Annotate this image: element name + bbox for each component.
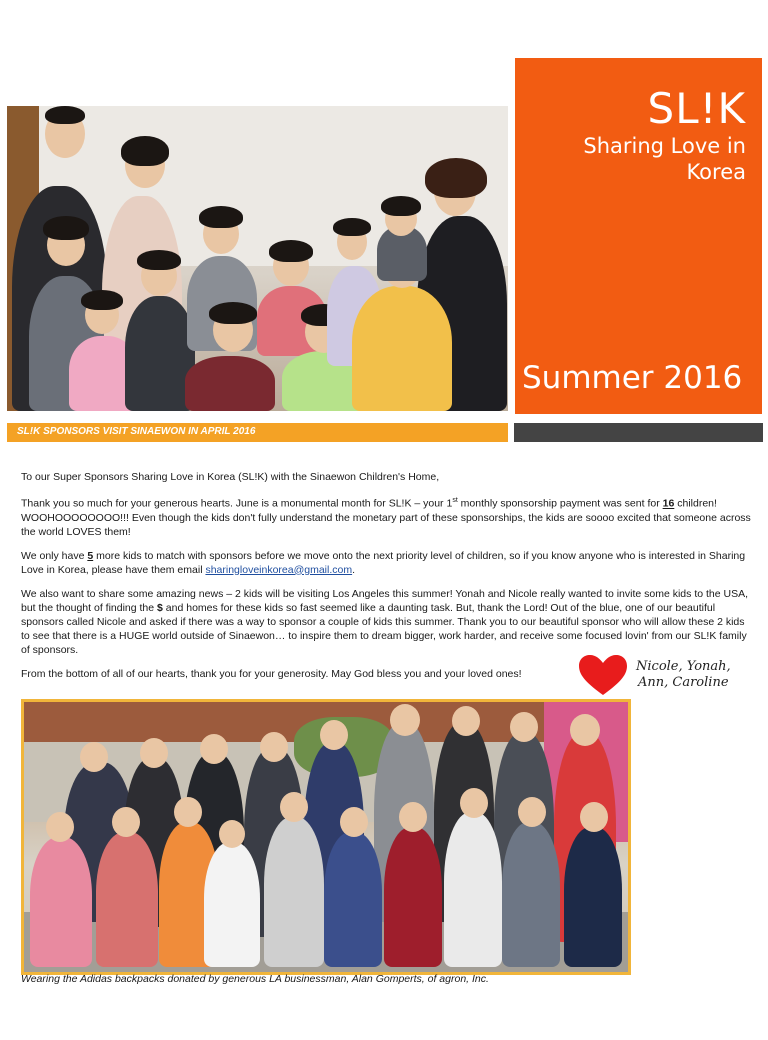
letter-paragraph-3: We also want to share some amazing news – 2 kids will be visiting Los Angeles this summer! Yonah and Nicole really wanted to invite some kids to the USA, but the thought of finding the $ and homes for these kids so fast seemed like a daunting task. But, thank the Lord! Out of the blue, one of our beautiful sponsors called Nicole and asked if there was a way to sponsor a couple of kids this summer. Thank you to our beautiful sponsor who will allow these 2 kids to see that there is a HUGE world outside of Sinaewon… to inspire them to dream bigger, work harder, and receive some focused lovin' from our SL!K family of sponsors. [21, 587, 749, 656]
group-photo-bottom [21, 699, 631, 975]
photo-caption-bottom: Wearing the Adidas backpacks donated by generous LA businessman, Alan Gomperts, of agron, Inc. [21, 973, 489, 985]
letter-body [21, 470, 751, 691]
remaining-count: 5 [87, 549, 94, 562]
newsletter-subtitle: Sharing Love in Korea [583, 134, 746, 184]
photo-caption-top: SL!K SPONSORS VISIT SINAEWON IN APRIL 2016 [17, 426, 256, 437]
letter-paragraph-1: Thank you so much for your generous hearts. June is a monumental month for SL!K – your 1st monthly sponsorship payment was sent for 16 children! WOOHOOOOOOOO!!! Even though the kids don't fully understand the monetary part of these sponsorships, the kids are soooo excited that someone across the world LOVES them! [21, 497, 751, 538]
divider-bar [514, 423, 763, 442]
issue-season: Summer 2016 [522, 360, 743, 396]
heart-icon [578, 654, 628, 696]
letter-paragraph-4: From the bottom of all of our hearts, thank you for your generosity. May God bless you and your loved ones! [21, 667, 522, 680]
photo-caption-bar [7, 423, 508, 442]
title-panel [515, 58, 762, 414]
group-photo-top [7, 106, 508, 411]
sponsored-count: 16 [662, 497, 675, 510]
letter-paragraph-2: We only have 5 more kids to match with sponsors before we move onto the next priority level of children, so if you know anyone who is interested in Sharing Love in Korea, please have them email sharingloveinkorea@gmail.com. [21, 549, 746, 576]
signature: Nicole, Yonah, Ann, Caroline [636, 659, 731, 690]
email-link[interactable]: sharingloveinkorea@gmail.com [205, 563, 353, 576]
letter-greeting: To our Super Sponsors Sharing Love in Korea (SL!K) with the Sinaewon Children's Home, [21, 471, 440, 483]
newsletter-title: SL!K [647, 84, 746, 133]
